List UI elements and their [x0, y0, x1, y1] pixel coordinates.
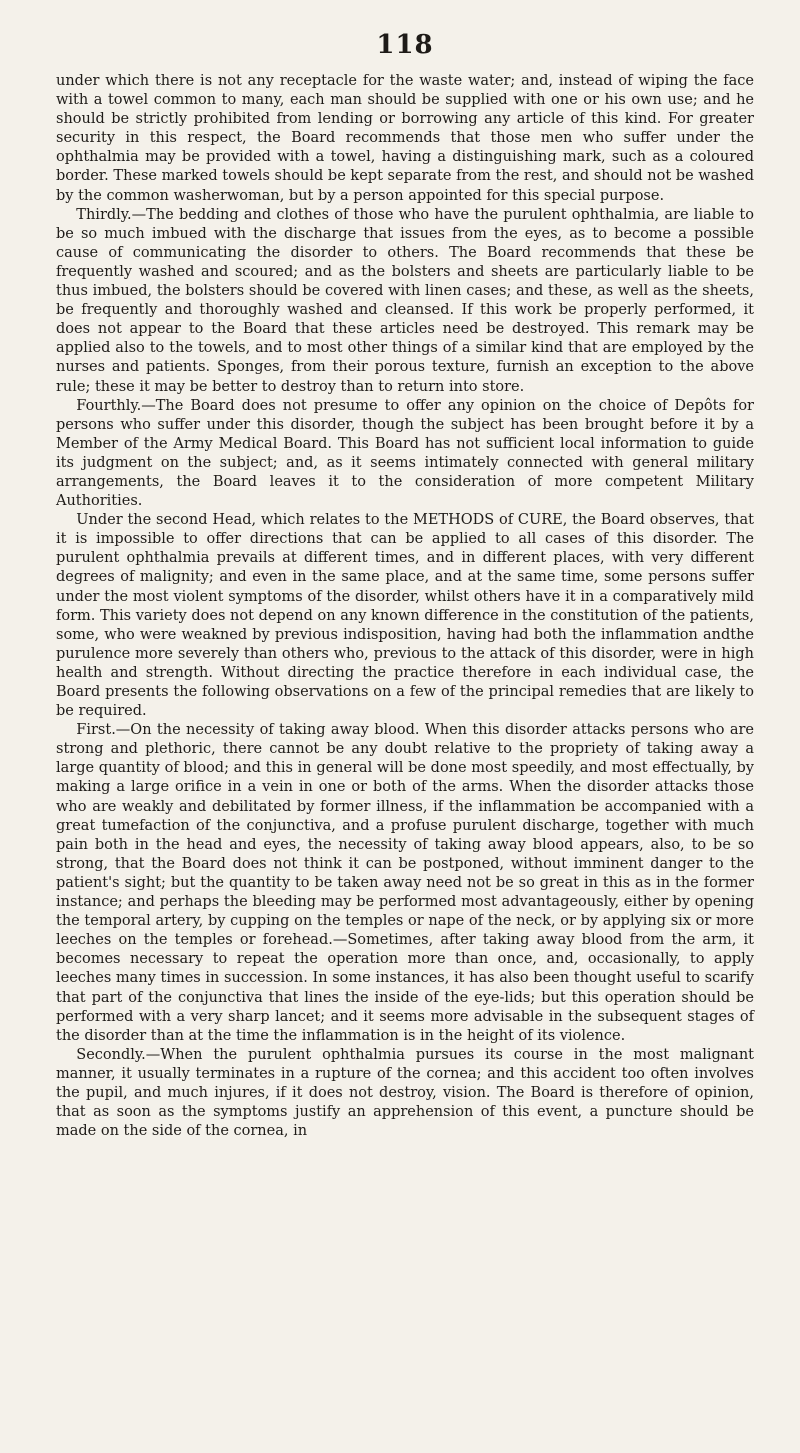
- paragraph-thirdly: Thirdly.—The bedding and clothes of those who have the purulent ophthalmia, are liable to be so much imbued with the discharge that issues from the eyes, as to become a possible cause of communicating the disorder to others. The Board recommends that these be frequently washed and scoured; and as the bolsters and sheets are particularly liable to be thus imbued, the bolsters should be covered with linen cases; and these, as well as the sheets, be frequently and thoroughly washed and cleansed. If this work be properly performed, it does not appear to the Board that these articles need be destroyed. This remark may be applied also to the towels, and to most other things of a similar kind that are employed by the nurses and patients. Sponges, from their porous texture, furnish an exception to the above rule; these it may be better to destroy than to return into store.: [56, 206, 754, 395]
- page-number: 118: [376, 30, 434, 60]
- paragraph-fourthly: Fourthly.—The Board does not presume to offer any opinion on the choice of Depôts for persons who suffer under this disorder, though the subject has been brought before it by a Member of the Army Medical Board. This Board has not sufficient local information to guide its judgment on the subject; and, as it seems intimately connected with general military arrangements, the Board leaves it to the consideration of more competent Military Authorities.: [56, 397, 754, 510]
- body-text: [56, 72, 754, 1141]
- paragraph-towels: under which there is not any receptacle for the waste water; and, instead of wiping the face with a towel common to many, each man should be supplied with one or his own use; and he should be strictly prohibited from lending or borrowing any article of this kind. For greater security in this respect, the Board recommends that those men who suffer under the ophthalmia may be provided with a towel, having a distinguishing mark, such as a coloured border. These marked towels should be kept separate from the rest, and should not be washed by the common washerwoman, but by a person appointed for this special purpose.: [56, 73, 754, 204]
- paragraph-secondly: Secondly.—When the purulent ophthalmia pursues its course in the most malignant manner, it usually terminates in a rupture of the cornea; and this accident too often involves the pupil, and much injures, if it does not destroy, vision. The Board is therefore of opinion, that as soon as the symptoms justify an apprehension of this event, a puncture should be made on the side of the cornea, in: [56, 1046, 754, 1140]
- paragraph-methods-of-cure: Under the second Head, which relates to the METHODS of CURE, the Board observes, that it is impossible to offer directions that can be applied to all cases of this disorder. The purulent ophthalmia prevails at different times, and in different places, with very different degrees of malignity; and even in the same place, and at the same time, some persons suffer under the most violent symptoms of the disorder, whilst others have it in a comparatively mild form. This variety does not depend on any known difference in the constitution of the patients, some, who were weakned by previous indisposition, having had both the inflammation andthe purulence more severely than others who, previous to the attack of this disorder, were in high health and strength. Without directing the practice therefore in each individual case, the Board presents the following observations on a few of the principal remedies that are likely to be required.: [56, 512, 754, 720]
- paragraph-first-blood: First.—On the necessity of taking away blood. When this disorder attacks persons who are strong and plethoric, there cannot be any doubt relative to the propriety of taking away a large quantity of blood; and this in general will be done most speedily, and most effectually, by making a large orifice in a vein in one or both of the arms. When the disorder attacks those who are weakly and debilitated by former illness, if the inflammation be accompanied with a great tumefaction of the conjunctiva, and a profuse purulent discharge, together with much pain both in the head and eyes, the necessity of taking away blood appears, also, to be so strong, that the Board does not think it can be postponed, without imminent danger to the patient's sight; but the quantity to be taken away need not be so great in this as in the former instance; and perhaps the bleeding may be performed most advantageously, either by opening the temporal artery, by cupping on the temples or nape of the neck, or by applying six or more leeches on the temples or forehead.—Sometimes, after taking away blood from the arm, it becomes necessary to repeat the operation more than once, and, occasionally, to apply leeches many times in succession. In some instances, it has also been thought useful to scarify that part of the conjunctiva that lines the inside of the eye-lids; but this operation should be performed with a very sharp lancet; and it seems more advisable in the subsequent stages of the disorder than at the time the inflammation is in the height of its violence.: [56, 722, 754, 1044]
